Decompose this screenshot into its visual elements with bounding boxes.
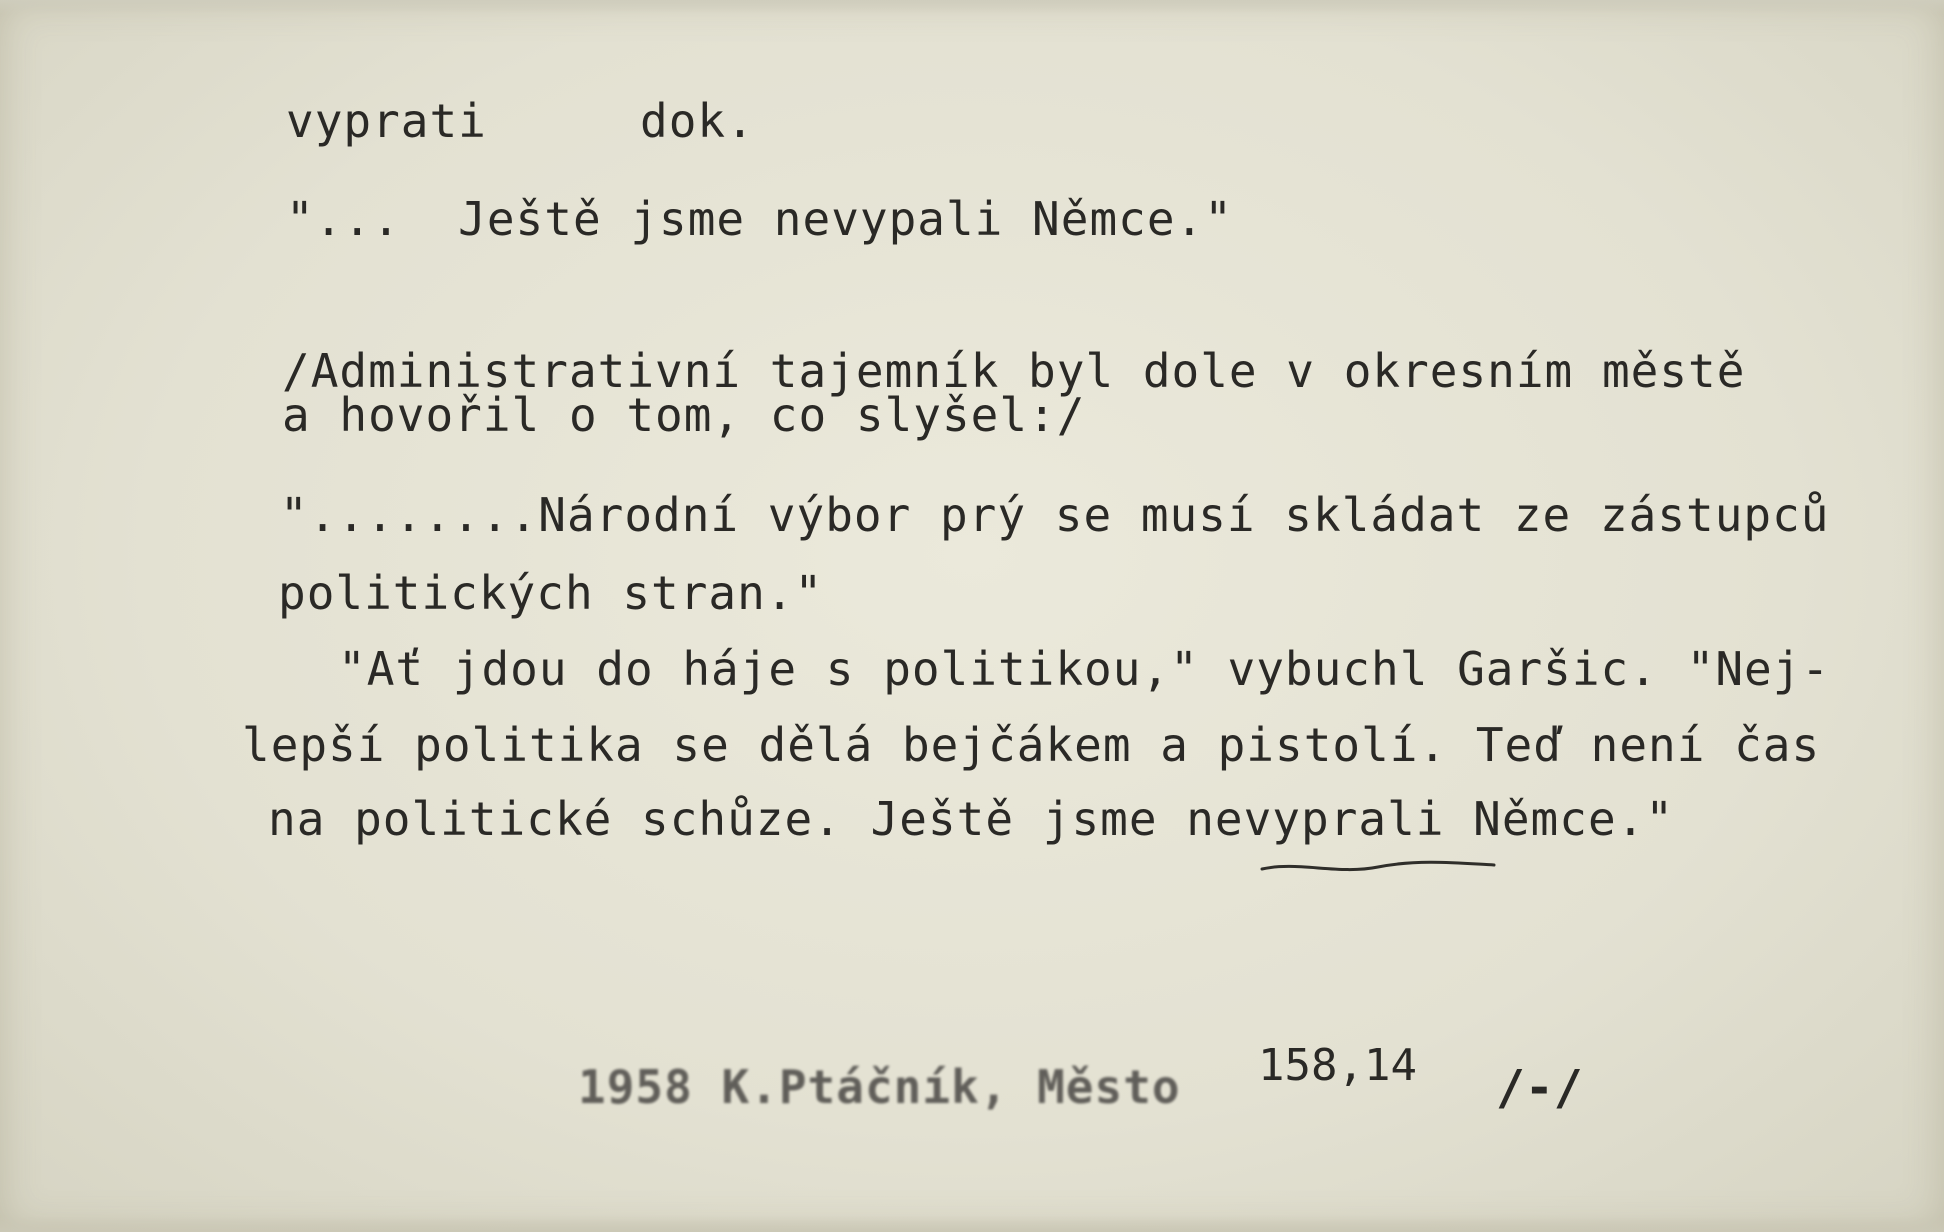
quote-line-1: "........Národní výbor prý se musí skládat ze zástupců (280, 488, 1830, 542)
slash-dash-mark: /-/ (1496, 1060, 1583, 1116)
quote-line-2: politických stran." (278, 566, 824, 620)
document-abbreviation: dok. (640, 94, 755, 148)
quote-line-4: lepší politika se dělá bejčákem a pistolí. Teď není čas (242, 718, 1821, 772)
headword: vyprati (286, 94, 487, 148)
quote-line-3: "Ať jdou do háje s politikou," vybuchl Garšic. "Nej- (338, 642, 1831, 696)
handwritten-underline (1258, 853, 1498, 883)
note-line-1: /Administrativní tajemník byl dole v okresním městě (282, 344, 1746, 398)
short-quote: "... Ještě jsme nevypali Němce." (286, 192, 1233, 246)
source-stamp: 1958 K.Ptáčník, Město (578, 1060, 1181, 1114)
quote-line-5: na politické schůze. Ještě jsme nevyprali Němce." (268, 792, 1675, 846)
note-line-2: a hovořil o tom, co slyšel:/ (282, 388, 1086, 442)
page-reference: 158,14 (1258, 1040, 1417, 1091)
